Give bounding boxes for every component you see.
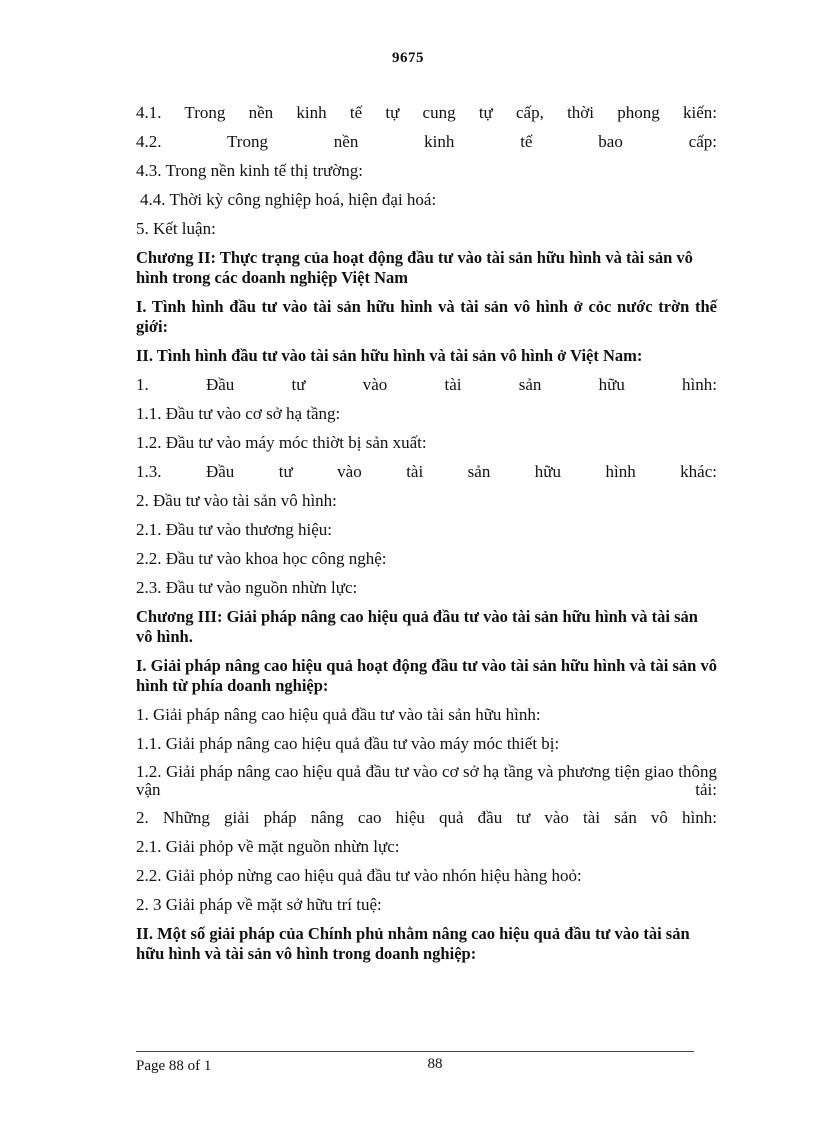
toc-entry: 1.2. Giải pháp nâng cao hiệu quả đầu tư vào cơ sở hạ tầng và phương tiện giao thông vận tải: bbox=[136, 762, 717, 799]
toc-entry: 1. Giải pháp nâng cao hiệu quả đầu tư vào tài sản hữu hình: bbox=[136, 705, 541, 724]
toc-entry: 2. Những giải pháp nâng cao hiệu quả đầu tư vào tài sản vô hình: bbox=[136, 808, 717, 827]
toc-entry: 4.1. Trong nền kinh tế tự cung tự cấp, thời phong kiến: bbox=[136, 103, 717, 122]
toc-entry: 4.4. Thời kỳ công nghiệp hoá, hiện đại hoá: bbox=[140, 190, 437, 209]
footer-page-number: 88 bbox=[427, 1056, 443, 1072]
toc-entry: 1.2. Đầu tư vào máy móc thiờt bị sản xuất: bbox=[136, 433, 427, 452]
footer-divider bbox=[136, 1051, 694, 1052]
toc-entry: 2. Đầu tư vào tài sản vô hình: bbox=[136, 491, 337, 510]
toc-entry: 2.2. Đầu tư vào khoa học công nghệ: bbox=[136, 549, 387, 568]
toc-entry: 4.3. Trong nền kinh tế thị trường: bbox=[136, 161, 363, 180]
toc-entry: 2.1. Giải phỏp về mặt nguồn nhừn lực: bbox=[136, 837, 400, 856]
toc-entry: 2.2. Giải phỏp nừng cao hiệu quả đầu tư vào nhón hiệu hàng hoỏ: bbox=[136, 866, 582, 885]
section-heading: II. Tình hình đầu tư vào tài sản hữu hình và tài sản vô hình ở Việt Nam: bbox=[136, 346, 643, 365]
toc-entry: 1.1. Đầu tư vào cơ sở hạ tầng: bbox=[136, 404, 341, 423]
toc-entry: 4.2. Trong nền kinh tế bao cấp: bbox=[136, 132, 717, 151]
toc-entry: 5. Kết luận: bbox=[136, 219, 216, 238]
table-of-contents bbox=[136, 103, 717, 973]
toc-entry: 1. Đầu tư vào tài sản hữu hình: bbox=[136, 375, 717, 394]
chapter-heading: Chương III: Giải pháp nâng cao hiệu quả đầu tư vào tài sản hữu hình và tài sản vô hình. bbox=[136, 607, 698, 646]
toc-entry: 2. 3 Giải pháp về mặt sở hữu trí tuệ: bbox=[136, 895, 382, 914]
toc-entry: 1.3. Đầu tư vào tài sản hữu hình khác: bbox=[136, 462, 717, 481]
chapter-heading: Chương II: Thực trạng của hoạt động đầu tư vào tài sản hữu hình và tài sản vô hình trong các doanh nghiệp Việt Nam bbox=[136, 248, 693, 287]
toc-entry: 2.1. Đầu tư vào thương hiệu: bbox=[136, 520, 332, 539]
section-heading: I. Tình hình đầu tư vào tài sản hữu hình và tài sản vô hình ở cỏc nước trờn thế giới: bbox=[136, 297, 717, 336]
footer-page-label: Page 88 of 1 bbox=[136, 1058, 212, 1074]
section-heading: II. Một số giải pháp của Chính phủ nhằm nâng cao hiệu quả đầu tư vào tài sản hữu hình và tài sản vô hình trong doanh nghiệp: bbox=[136, 924, 690, 963]
toc-entry: 1.1. Giải pháp nâng cao hiệu quả đầu tư vào máy móc thiết bị: bbox=[136, 734, 560, 753]
toc-entry: 2.3. Đầu tư vào nguồn nhừn lực: bbox=[136, 578, 358, 597]
document-number: 9675 bbox=[392, 50, 424, 66]
section-heading: I. Giải pháp nâng cao hiệu quả hoạt động đầu tư vào tài sản hữu hình và tài sản vô hình từ phía doanh nghiệp: bbox=[136, 656, 717, 695]
